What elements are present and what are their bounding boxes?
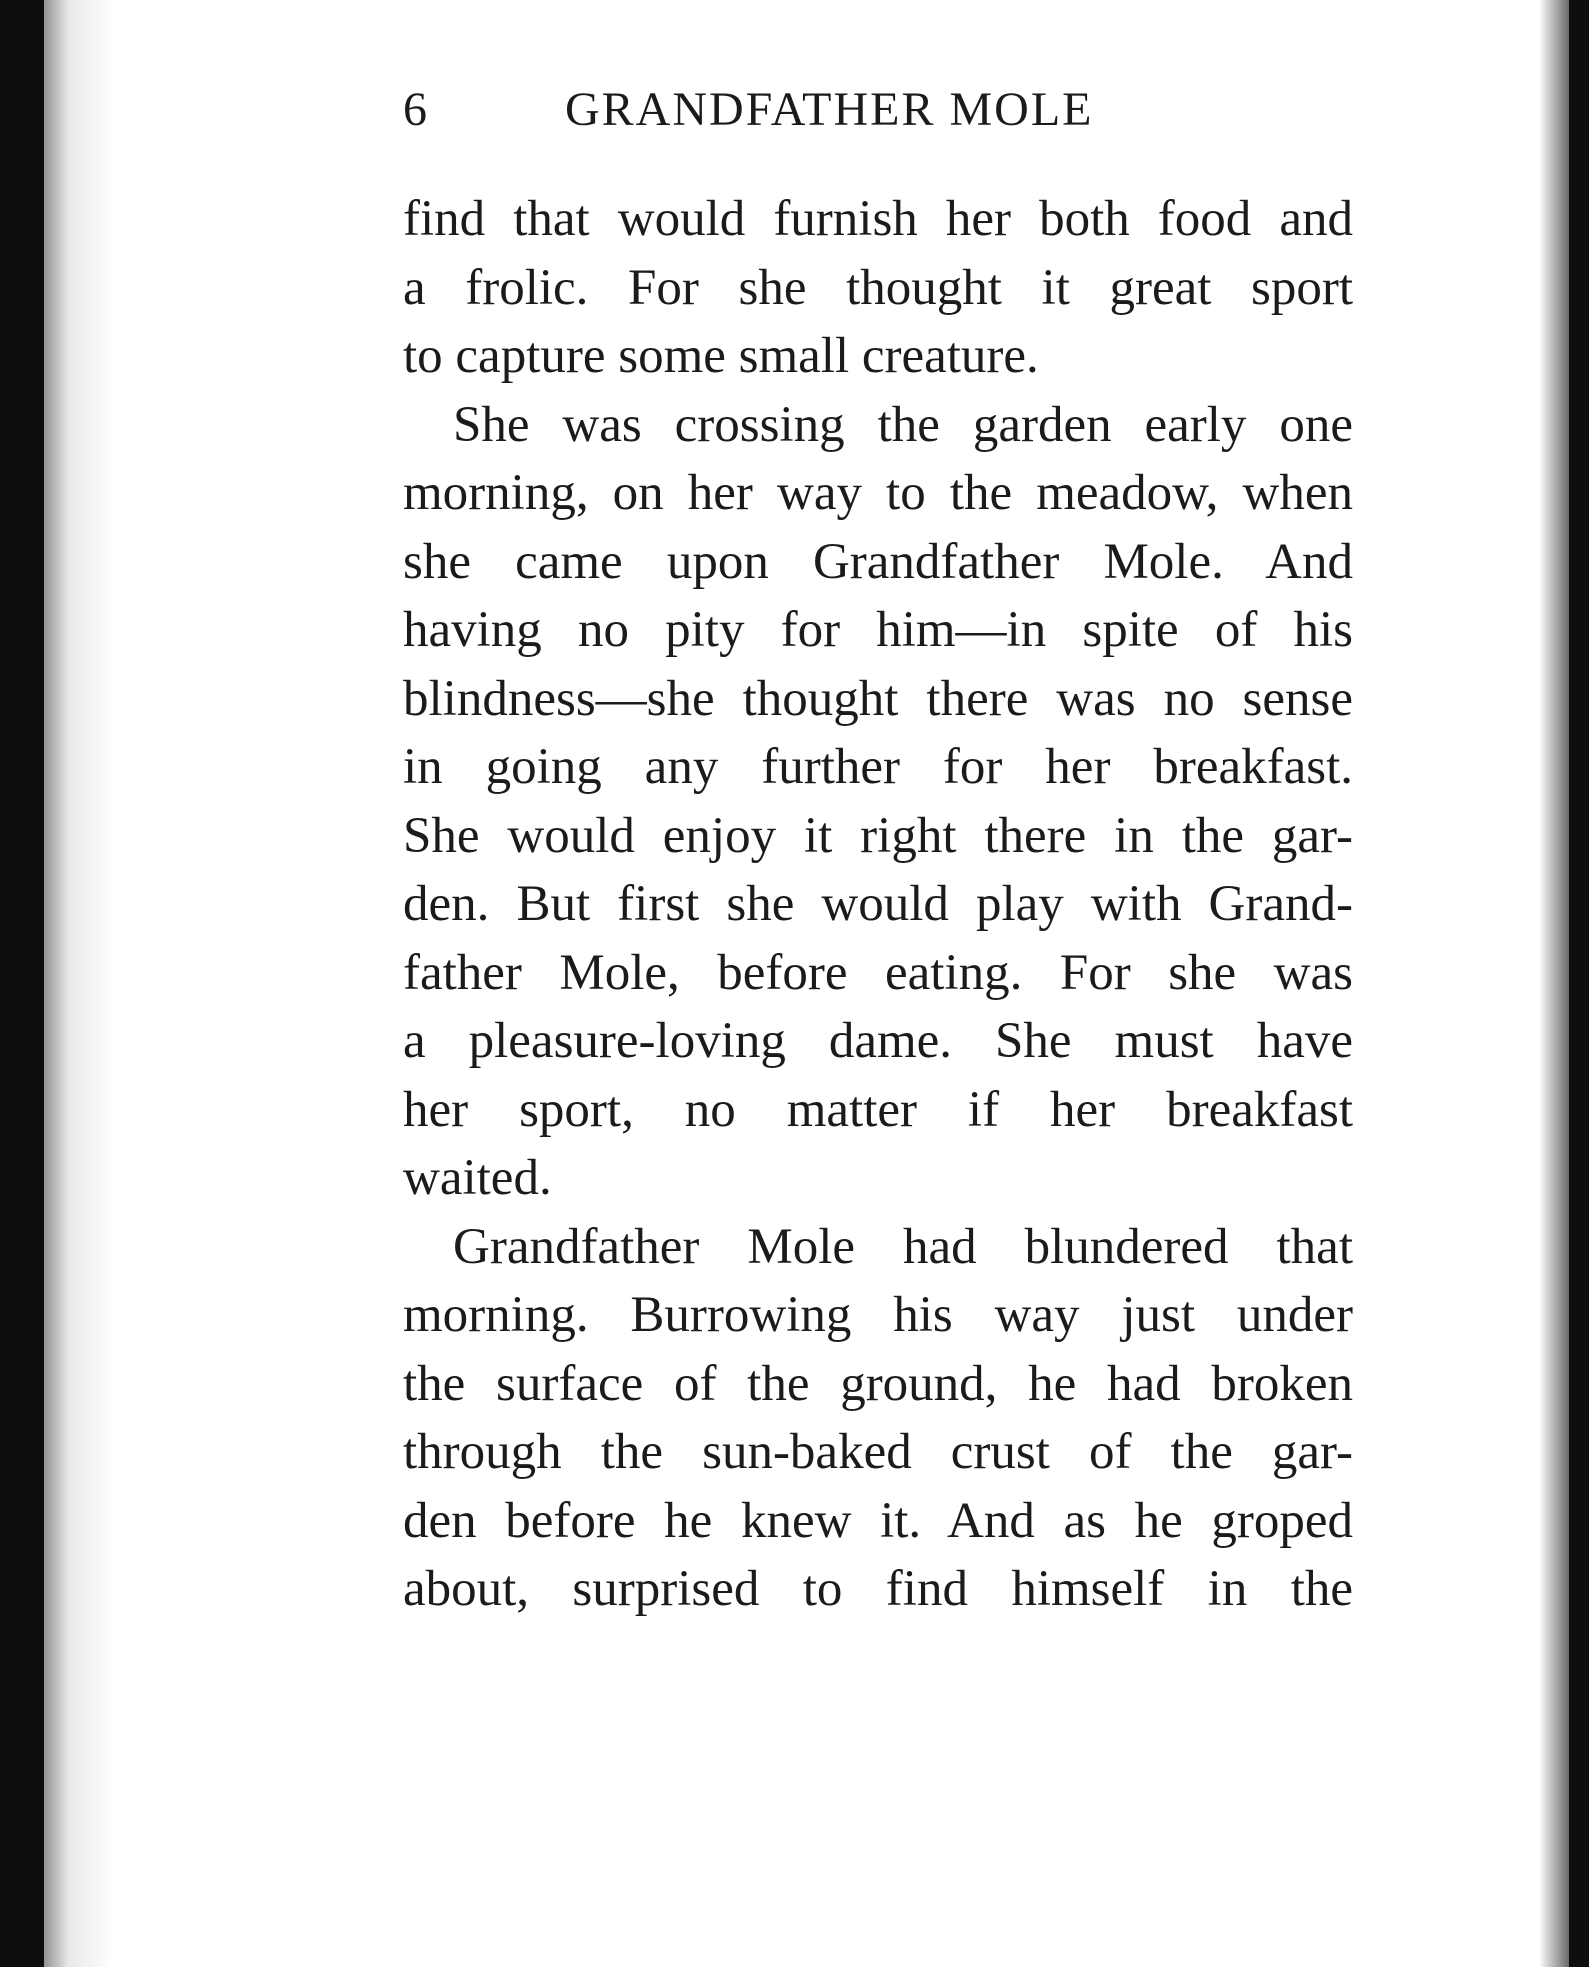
text-line: morning. Burrowing his way just under bbox=[403, 1287, 1353, 1343]
body-text bbox=[403, 185, 1353, 1624]
scan-edge-left bbox=[0, 0, 44, 1967]
text-line: her sport, no matter if her breakfast bbox=[403, 1081, 1353, 1138]
text-line: having no pity for him—in spite of his bbox=[403, 602, 1353, 658]
scan-edge-right-shadow bbox=[1539, 0, 1569, 1967]
text-line: morning, on her way to the meadow, when bbox=[403, 465, 1353, 521]
text-line: about, surprised to find himself in the bbox=[403, 1561, 1353, 1617]
paragraph-2 bbox=[403, 391, 1353, 1213]
text-line: she came upon Grandfather Mole. And bbox=[403, 533, 1353, 590]
scan-edge-right bbox=[1569, 0, 1589, 1967]
text-line: the surface of the ground, he had broken bbox=[403, 1355, 1353, 1412]
page-number: 6 bbox=[403, 83, 428, 136]
text-line: in going any further for her breakfast. bbox=[403, 739, 1353, 795]
text-line: a pleasure-loving dame. She must have bbox=[403, 1013, 1353, 1069]
book-page bbox=[403, 82, 1353, 1624]
text-line: waited. bbox=[403, 1150, 552, 1206]
running-head bbox=[403, 82, 1353, 152]
paragraph-1 bbox=[403, 185, 1353, 391]
text-line: a frolic. For she thought it great sport bbox=[403, 259, 1353, 316]
text-line: find that would furnish her both food and bbox=[403, 191, 1353, 247]
paragraph-3 bbox=[403, 1213, 1353, 1624]
text-line: blindness—she thought there was no sense bbox=[403, 670, 1353, 727]
text-line: She would enjoy it right there in the gar- bbox=[403, 807, 1353, 864]
scan-edge-left-shadow bbox=[44, 0, 114, 1967]
text-line: den before he knew it. And as he groped bbox=[403, 1492, 1353, 1549]
text-line: through the sun-baked crust of the gar- bbox=[403, 1424, 1353, 1480]
running-title: GRANDFATHER MOLE bbox=[565, 83, 1094, 136]
text-line: den. But first she would play with Grand- bbox=[403, 876, 1353, 932]
text-line: Grandfather Mole had blundered that bbox=[453, 1218, 1353, 1275]
text-line: She was crossing the garden early one bbox=[453, 396, 1353, 453]
text-line: to capture some small creature. bbox=[403, 328, 1039, 384]
text-line: father Mole, before eating. For she was bbox=[403, 944, 1353, 1001]
